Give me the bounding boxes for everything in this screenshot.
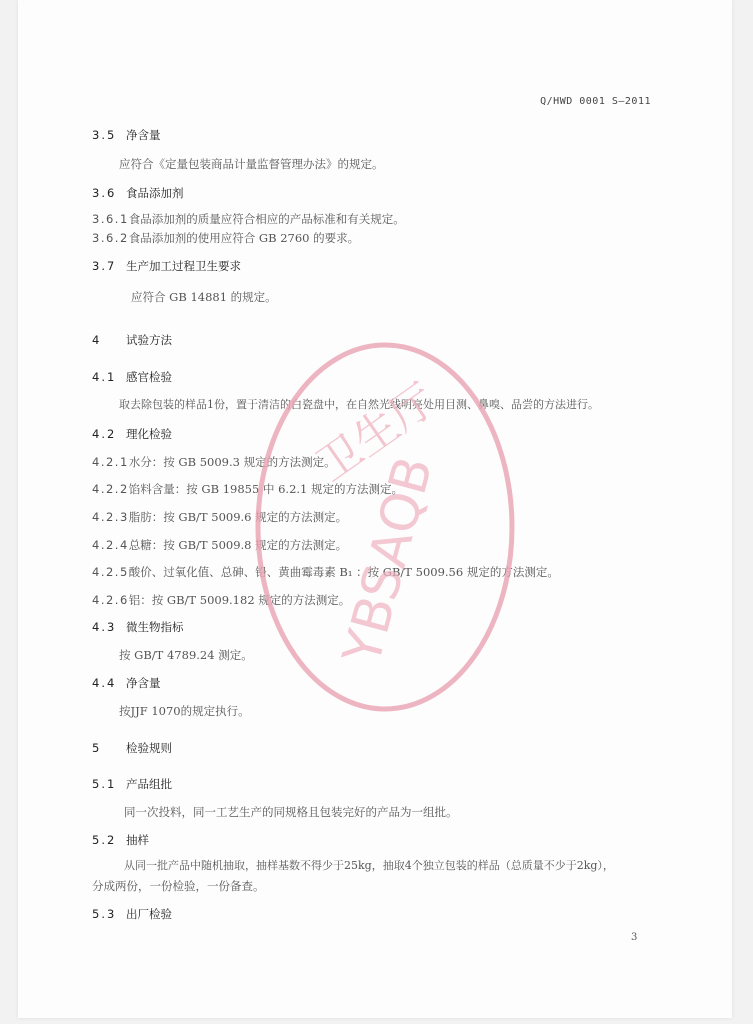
svg-text:卫生厅: 卫生厅 — [307, 374, 446, 492]
paragraph: 应符合 GB 14881 的规定。 — [131, 290, 277, 304]
clause: 3.6.2食品添加剂的使用应符合 GB 2760 的要求。 — [92, 231, 360, 245]
section-heading: 5.3 出厂检验 — [92, 907, 172, 921]
section-heading: 3.7 生产加工过程卫生要求 — [92, 259, 241, 273]
section-heading: 4.2 理化检验 — [92, 427, 172, 441]
section-heading: 4.1 感官检验 — [92, 370, 172, 384]
clause: 3.6.1食品添加剂的质量应符合相应的产品标准和有关规定。 — [92, 212, 405, 226]
section-heading: 3.6 食品添加剂 — [92, 186, 184, 200]
section-heading: 4.4 净含量 — [92, 676, 161, 690]
section-heading: 5.2 抽样 — [92, 833, 149, 847]
paragraph: 按JJF 1070的规定执行。 — [119, 704, 250, 718]
paragraph: 取去除包装的样品1份，置于清洁的白瓷盘中，在自然光线明亮处用目测、鼻嗅、品尝的方法进行。 — [119, 398, 599, 411]
standard-code: Q/HWD 0001 S—2011 — [540, 96, 651, 107]
paragraph: 应符合《定量包装商品计量监督管理办法》的规定。 — [119, 157, 384, 171]
paragraph: 分成两份，一份检验，一份备查。 — [92, 879, 265, 893]
svg-text:YBSAQB: YBSAQB — [332, 450, 445, 671]
chapter-heading: 4 试验方法 — [92, 333, 172, 347]
clause: 4.2.4总糖：按 GB/T 5009.8 规定的方法测定。 — [92, 538, 348, 552]
paragraph: 按 GB/T 4789.24 测定。 — [119, 648, 253, 662]
clause: 4.2.6铝：按 GB/T 5009.182 规定的方法测定。 — [92, 593, 351, 607]
section-heading: 5.1 产品组批 — [92, 777, 172, 791]
clause: 4.2.1水分：按 GB 5009.3 规定的方法测定。 — [92, 455, 336, 469]
paragraph: 从同一批产品中随机抽取，抽样基数不得少于25kg，抽取4个独立包装的样品（总质量不少于2kg）， — [124, 859, 614, 872]
paragraph: 同一次投料，同一工艺生产的同规格且包装完好的产品为一组批。 — [124, 805, 458, 819]
clause: 4.2.5酸价、过氧化值、总砷、铅、黄曲霉毒素 B₁ ：按 GB/T 5009.56 规定的方法测定。 — [92, 565, 559, 579]
clause: 4.2.2馅料含量：按 GB 19855 中 6.2.1 规定的方法测定。 — [92, 482, 404, 496]
clause: 4.2.3脂肪：按 GB/T 5009.6 规定的方法测定。 — [92, 510, 348, 524]
section-heading: 4.3 微生物指标 — [92, 620, 184, 634]
page-number: 3 — [631, 932, 638, 943]
section-heading: 3.5 净含量 — [92, 128, 161, 142]
chapter-heading: 5 检验规则 — [92, 741, 172, 755]
